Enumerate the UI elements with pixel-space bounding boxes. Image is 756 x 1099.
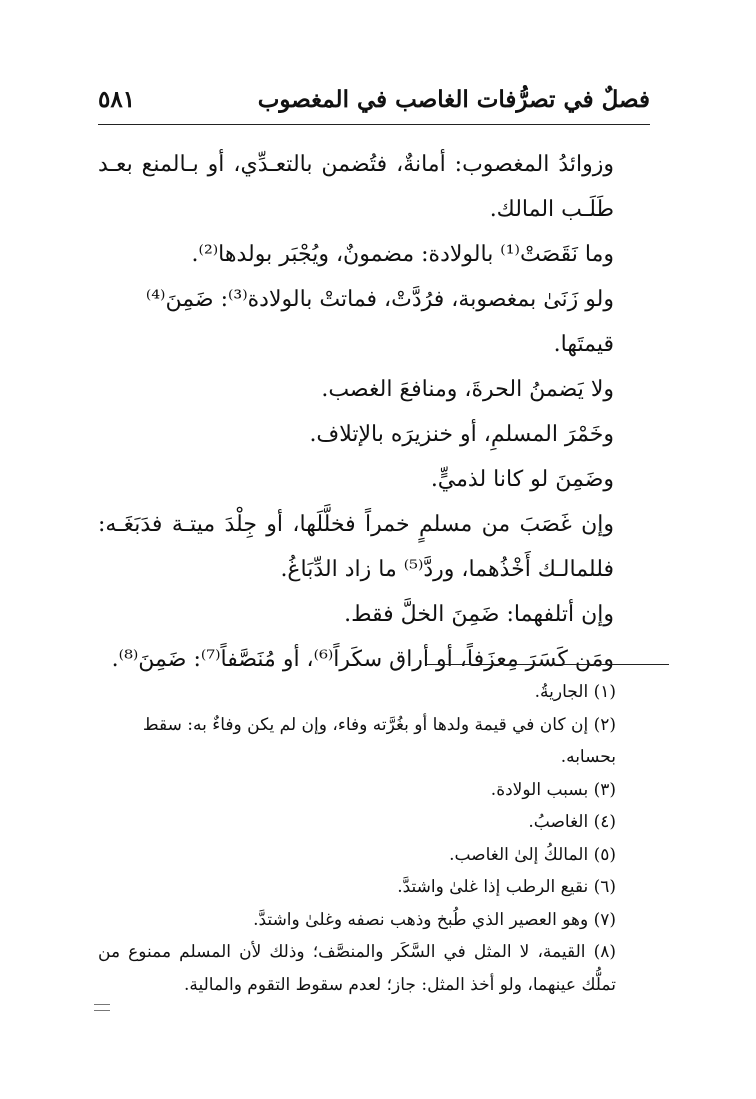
paragraph: وضَمِنَ لو كانا لذميٍّ. [430, 467, 614, 492]
page-number: ٥٨١ [98, 86, 136, 113]
footnote: (٣) بسبب الولادة. [490, 779, 616, 800]
running-head: فصلٌ في تصرُّفات الغاصب في المغصوب [257, 86, 650, 113]
footnote: (١) الجاريةُ. [534, 682, 616, 702]
paragraph: ولو زَنَىٰ بمغصوبة، فرُدَّتْ، فماتتْ بالولادة⁽³⁾: ضَمِنَ⁽⁴⁾ قيمتَها. [145, 287, 614, 357]
footnotes [98, 676, 662, 1001]
paragraph: ولا يَضمنُ الحرةَ، ومنافعَ الغصب. [321, 377, 614, 402]
footnote: (٤) الغاصبُ. [528, 812, 616, 832]
footnote: (٨) القيمة، لا المثل في السَّكَر والمنصَّف؛ وذلك لأن المسلم ممنوع من تملُّك عينهما، ولو أخذ المثل: جاز؛ لعدم سقوط التقوم والمالية. [98, 942, 616, 995]
paragraph: وإن غَصَبَ من مسلمٍ خمراً فخلَّلَها، أو جِلْدَ ميتـة فدَبَغَـه: فللمالـك أَخْذُهما، وردَّ⁽⁵⁾ ما زاد الدِّبَاغُ. [98, 512, 614, 582]
paragraph: وزوائدُ المغصوب: أمانةٌ، فتُضمن بالتعـدِّي، أو بـالمنع بعـد طَلَـب المالك. [98, 152, 614, 222]
page-corner-mark [94, 1004, 110, 1011]
footnote: (٥) المالكُ إلىٰ الغاصب. [449, 844, 616, 865]
footnote: (٧) وهو العصير الذي طُبخ وذهب نصفه وغلىٰ واشتدَّ. [253, 909, 616, 930]
main-text [98, 142, 658, 682]
footnote: (٦) نقيع الرطب إذا غلىٰ واشتدَّ. [397, 877, 616, 897]
footnote-separator [427, 664, 669, 665]
paragraph: وما نَقَصَتْ⁽¹⁾ بالولادة: مضمونٌ، ويُجْبَر بولدها⁽²⁾. [191, 242, 614, 267]
page-header [98, 84, 650, 125]
paragraph: وإن أتلفهما: ضَمِنَ الخلَّ فقط. [344, 602, 614, 627]
paragraph: ومَن كَسَرَ مِعزَفاً، أو أراق سكَراً⁽⁶⁾، أو مُنَصَّفاً⁽⁷⁾: ضَمِنَ⁽⁸⁾. [111, 647, 614, 672]
footnote: (٢) إن كان في قيمة ولدها أو بغُرَّته وفاء، وإن لم يكن وفاءٌ به: سقط بحسابه. [142, 714, 616, 767]
paragraph: وخَمْرَ المسلمِ، أو خنزيرَه بالإتلاف. [309, 422, 614, 447]
